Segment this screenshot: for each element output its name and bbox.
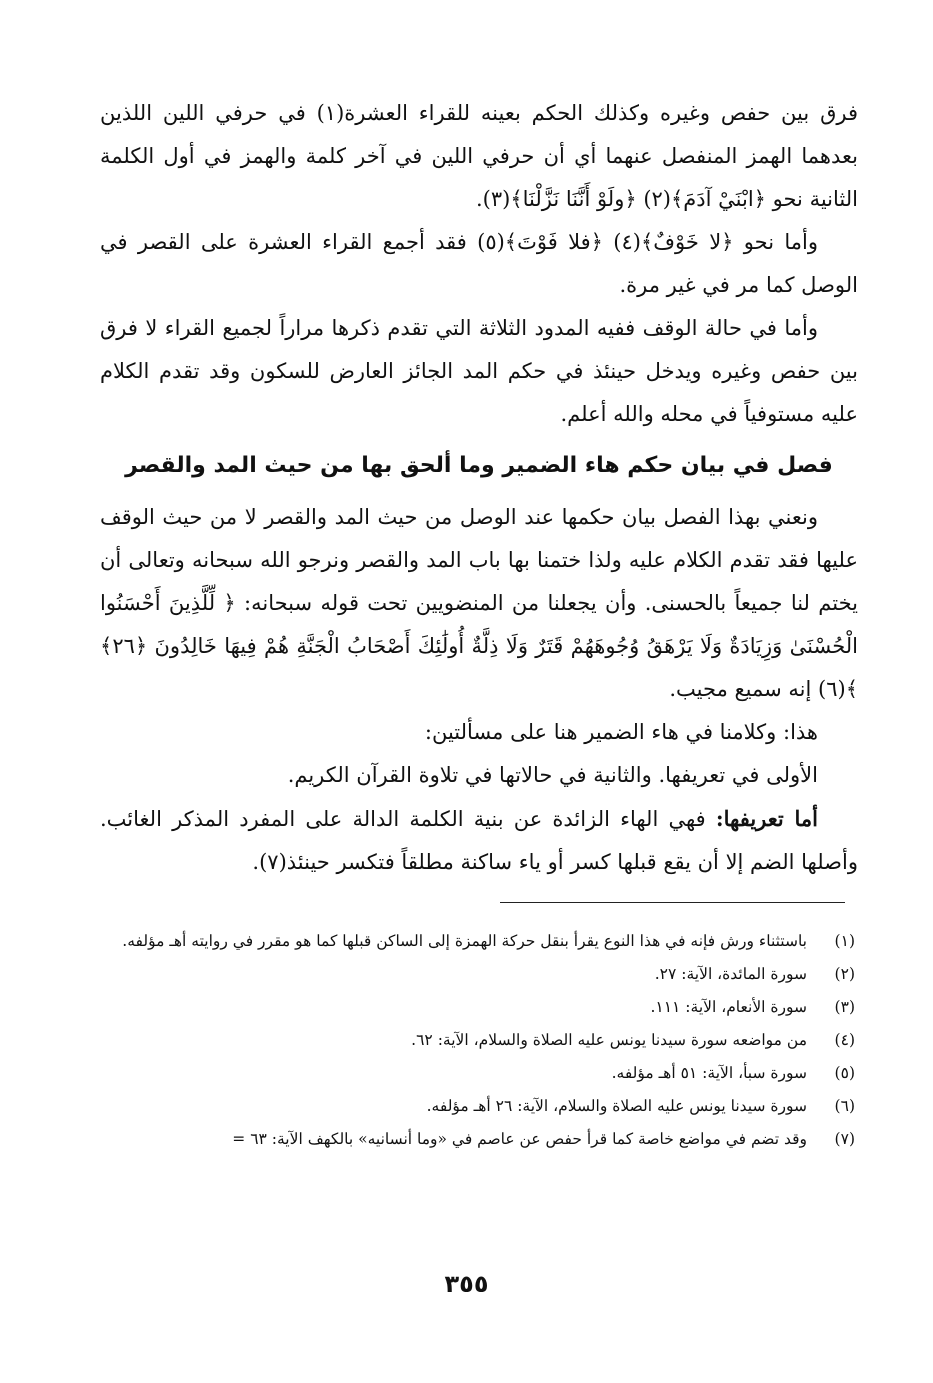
footnote-7: [72, 1123, 855, 1156]
footnote-number: (٦): [834, 1097, 855, 1115]
paragraph-2: وأما نحو ﴿لا خَوْفٌ﴾(٤) ﴿فلا فَوْتَ﴾(٥) فقد أجمع القراء العشرة على القصر في الوصل كما مر في غير مرة.: [100, 230, 858, 297]
footnote-text: سورة سبأ، الآية: ٥١ أهـ مؤلفه.: [611, 1064, 807, 1082]
main-text: [100, 92, 858, 884]
footnote-number: (٢): [834, 965, 855, 983]
footnote-number: (٣): [834, 998, 855, 1016]
footnote-text: سورة سيدنا يونس عليه الصلاة والسلام، الآية: ٢٦ أهـ مؤلفه.: [426, 1097, 807, 1115]
footnote-1: [72, 925, 855, 958]
paragraph-3: وأما في حالة الوقف ففيه المدود الثلاثة التي تقدم ذكرها مراراً لجميع القراء لا فرق بين حفص وغيره ويدخل حينئذ في حكم المد الجائز العارض للسكون وقد تقدم الكلام عليه مستوفياً في محله والله أعلم.: [100, 316, 858, 426]
definition-text: فهي الهاء الزائدة عن بنية الكلمة الدالة على المفرد المذكر الغائب. وأصلها الضم إلا أن يقع قبلها كسر أو ياء ساكنة مطلقاً فتكسر حينئذ(٧).: [100, 807, 858, 874]
paragraph-1: فرق بين حفص وغيره وكذلك الحكم بعينه للقراء العشرة(١) في حرفي اللين اللذين بعدهما الهمز المنفصل عنهما أي أن حرفي اللين في آخر كلمة والهمز في أول الكلمة الثانية نحو ﴿ابْنَيْ آدَمَ﴾(٢) ﴿ولَوْ أَنَّنَا نَزَّلْنَا﴾(٣).: [100, 101, 858, 211]
footnote-2: [72, 958, 855, 991]
footnote-text: من مواضعه سورة سيدنا يونس عليه الصلاة والسلام، الآية: ٦٢.: [411, 1031, 807, 1049]
section-heading: فصل في بيان حكم هاء الضمير وما ألحق بها من حيث المد والقصر: [125, 453, 833, 478]
section-paragraph-3: الأولى في تعريفها. والثانية في حالاتها في تلاوة القرآن الكريم.: [287, 763, 818, 787]
footnote-number: (٧): [834, 1130, 855, 1148]
definition-paragraph: [100, 797, 858, 884]
footnote-separator: [500, 902, 845, 903]
footnote-5: [72, 1057, 855, 1090]
footnote-3: [72, 991, 855, 1024]
footnote-number: (١): [834, 932, 855, 950]
footnote-text: سورة الأنعام، الآية: ١١١.: [650, 998, 807, 1016]
footnote-number: (٤): [834, 1031, 855, 1049]
section-paragraph-1: ونعني بهذا الفصل بيان حكمها عند الوصل من حيث المد والقصر لا من حيث الوقف عليها فقد تقدم الكلام عليه ولذا ختمنا بها باب المد والقصر ونرجو الله سبحانه وتعالى أن يختم لنا جميعاً بالحسنى. وأن يجعلنا من المنضويين تحت قوله سبحانه: ﴿ لِّلَّذِينَ أَحْسَنُوا الْحُسْنَىٰ وَزِيَادَةٌ وَلَا يَرْهَقُ وُجُوهَهُمْ قَتَرٌ وَلَا ذِلَّةٌ أُولَٰئِكَ أَصْحَابُ الْجَنَّةِ هُمْ فِيهَا خَالِدُونَ ﴿٢٦﴾ ﴾(٦) إنه سميع مجيب.: [100, 505, 858, 701]
page-number: ٣٥٥: [444, 1270, 489, 1298]
footnote-text: وقد تضم في مواضع خاصة كما قرأ حفص عن عاصم في «وما أنسانيه» بالكهف الآية: ٦٣ =: [232, 1130, 807, 1148]
footnote-6: [72, 1090, 855, 1123]
footnote-text: باستثناء ورش فإنه في هذا النوع يقرأ بنقل حركة الهمزة إلى الساكن قبلها كما هو مقرر في روايته أهـ مؤلفه.: [122, 932, 807, 950]
section-paragraph-2: هذا: وكلامنا في هاء الضمير هنا على مسألتين:: [424, 720, 818, 744]
footnote-4: [72, 1024, 855, 1057]
footnote-text: سورة المائدة، الآية: ٢٧.: [654, 965, 807, 983]
footnotes: [72, 925, 855, 1156]
footnote-number: (٥): [834, 1064, 855, 1082]
definition-lead: أما تعريفها:: [715, 806, 819, 831]
